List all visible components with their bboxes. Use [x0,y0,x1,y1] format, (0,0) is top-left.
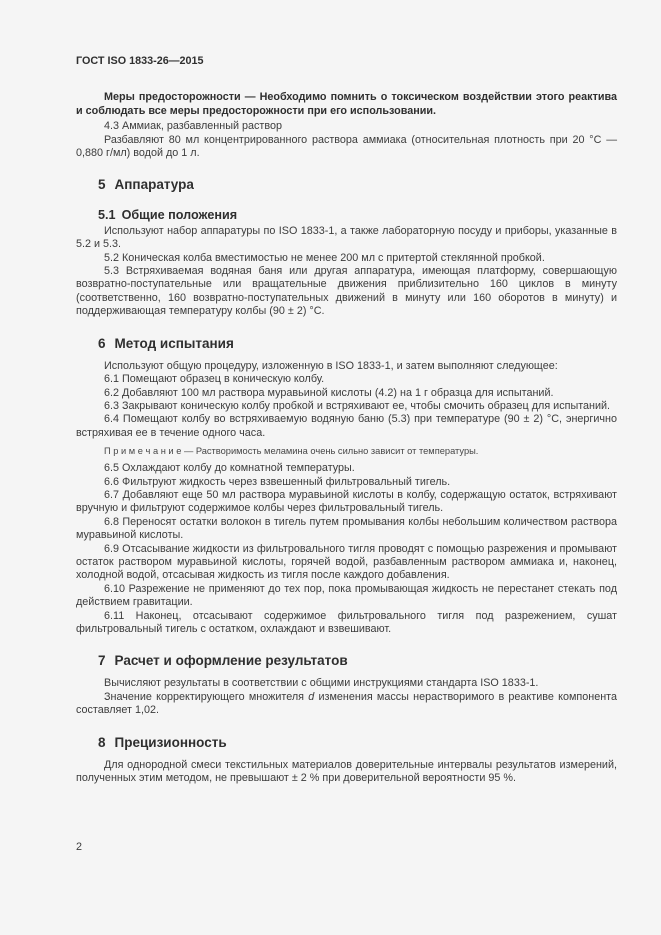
note-melamine-solubility: П р и м е ч а н и е — Растворимость меламина очень сильно зависит от температуры. [104,446,479,457]
paragraph-7-1: Вычисляют результаты в соответствии с общими инструкциями стандарта ISO 1833-1. [104,677,539,690]
section-6-heading [98,336,617,352]
paragraph-5-general: Используют набор аппаратуры по ISO 1833-1, а также лабораторную посуду и приборы, указанные в 5.2 и 5.3. [76,224,617,251]
running-header: ГОСТ ISO 1833-26—2015 [76,55,204,67]
paragraph-6-intro: Используют общую процедуру, изложенную в ISO 1833-1, и затем выполняют следующее: [104,359,558,372]
item-4-3-title: 4.3 Аммиак, разбавленный раствор [104,120,282,133]
section-5-1-heading [98,209,617,222]
section-title: Аппаратура [114,177,194,193]
paragraph-7-2-after: изменения массы нерастворимого в реактиве компонента составляет 1,02. [76,690,617,717]
paragraph-7-2-before: Значение корректирующего множителя [104,690,309,703]
variable-d: d [308,690,315,703]
step-6-4: 6.4 Помещают колбу во встряхиваемую водяную баню (5.3) при температуре (90 ± 2) °C, энергично встряхивая ее в течение одного часа. [76,413,617,439]
section-number: 7 [98,653,106,669]
section-title: Расчет и оформление результатов [114,653,348,669]
safety-precautions-paragraph: Меры предосторожности — Необходимо помнить о токсическом воздействии этого реактива и соблюдать все меры предосторожности при его использовании. [76,91,617,117]
paragraph-7-2 [76,691,617,718]
paragraph-5-3: 5.3 Встряхиваемая водяная баня или другая аппаратура, имеющая платформу, совершающую возвратно-поступательные или вращательные движения приблизительно 160 циклов в минуту (соответственно, 160 возвратно-поступательных движений в минуту или 160 оборотов в минуту) и поддерживающая температуру колбы (90 ± 2) °C. [76,265,617,318]
page-number: 2 [76,841,83,853]
section-title: Прецизионность [114,734,227,750]
section-number: 6 [98,335,106,351]
step-6-9: 6.9 Отсасывание жидкости из фильтровального тигля проводят с помощью разрежения и промывают остаток раствором муравьиной кислоты, горячей водой, разбавленным раствором аммиака и, наконец, холодной водой, отсасывая жидкость из тигля после каждого добавления. [76,542,617,582]
step-6-3: 6.3 Закрывают коническую колбу пробкой и встряхивают ее, чтобы смочить образец для испытаний. [104,399,611,412]
section-8-heading [98,735,617,751]
section-7-heading [98,653,617,669]
section-title: Общие положения [121,208,238,223]
step-6-5: 6.5 Охлаждают колбу до комнатной температуры. [104,462,355,475]
section-title: Метод испытания [114,335,234,351]
step-6-10: 6.10 Разрежение не применяют до тех пор, пока промывающая жидкость не перестанет стекать под действием гравитации. [76,582,617,609]
section-number: 5 [98,177,106,193]
step-6-11: 6.11 Наконец, отсасывают содержимое фильтровального тигля под разрежением, сушат фильтровальный тигель с остатком, охлаждают и взвешивают. [76,609,617,635]
step-6-8: 6.8 Переносят остатки волокон в тигель путем промывания колбы небольшим количеством раствора муравьиной кислоты. [76,515,617,542]
step-6-7: 6.7 Добавляют еще 50 мл раствора муравьиной кислоты в колбу, содержащую остаток, встряхивают вручную и фильтруют содержимое колбы через фильтровальный тигель. [76,488,617,515]
paragraph-8-1: Для однородной смеси текстильных материалов доверительные интервалы результатов измерений, полученных этим методом, не превышают ± 2 % при доверительной вероятности 95 %. [76,758,617,785]
item-4-3-body: Разбавляют 80 мл концентрированного раствора аммиака (относительная плотность при 20 °C — 0,880 г/мл) водой до 1 л. [76,133,617,160]
section-number: 8 [98,734,106,750]
section-5-heading [98,177,617,193]
step-6-6: 6.6 Фильтруют жидкость через взвешенный фильтровальный тигель. [104,475,451,488]
section-number: 5.1 [98,208,116,223]
paragraph-5-2: 5.2 Коническая колба вместимостью не менее 200 мл с притертой стеклянной пробкой. [104,251,545,264]
step-6-2: 6.2 Добавляют 100 мл раствора муравьиной кислоты (4.2) на 1 г образца для испытаний. [104,386,554,399]
step-6-1: 6.1 Помещают образец в коническую колбу. [104,373,325,386]
